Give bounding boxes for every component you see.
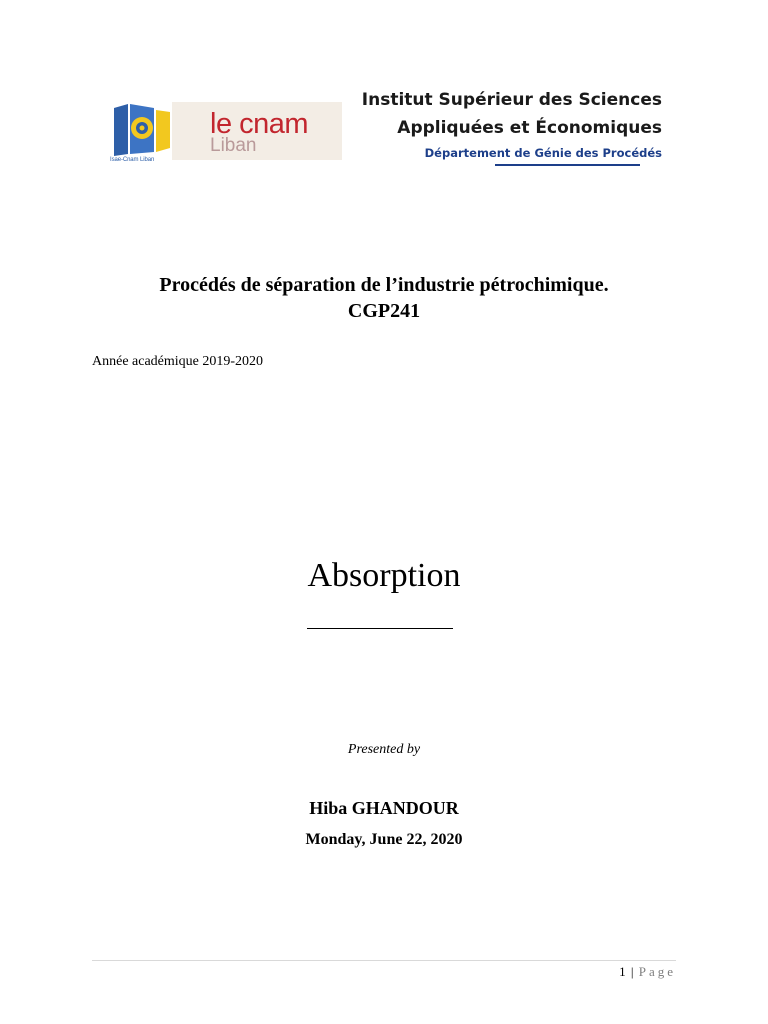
footer-divider [92,960,676,961]
institute-name-line1: Institut Supérieur des Sciences [361,90,662,110]
academic-year: Année académique 2019-2020 [92,354,264,369]
cnam-logo-subtitle: Liban [210,135,257,156]
gear-icon [110,102,172,158]
page-label: Page [638,964,676,979]
document-date: Monday, June 22, 2020 [305,831,463,848]
department-name: Département de Génie des Procédés [424,146,662,160]
author-name: Hiba GHANDOUR [309,798,459,818]
footer-separator: | [630,964,634,979]
course-title: Procédés de séparation de l’industrie pétrochimique. [159,274,609,296]
header-logos [110,102,342,164]
presented-by-label: Presented by [347,742,421,757]
isae-cnam-liban-logo [110,102,172,164]
document-title: Absorption [307,557,461,594]
cnam-logo-word: le cnam [210,108,309,140]
page-number: 1 [619,964,626,979]
department-underline [495,164,640,166]
page-footer [619,963,676,981]
institute-header [362,86,662,162]
institute-name-line2: Appliquées et Économiques [397,118,662,138]
le-cnam-liban-logo [172,102,342,160]
title-underline [307,628,453,629]
course-code: CGP241 [347,300,421,322]
isae-logo-text: Isae-Cnam Liban [110,157,155,163]
